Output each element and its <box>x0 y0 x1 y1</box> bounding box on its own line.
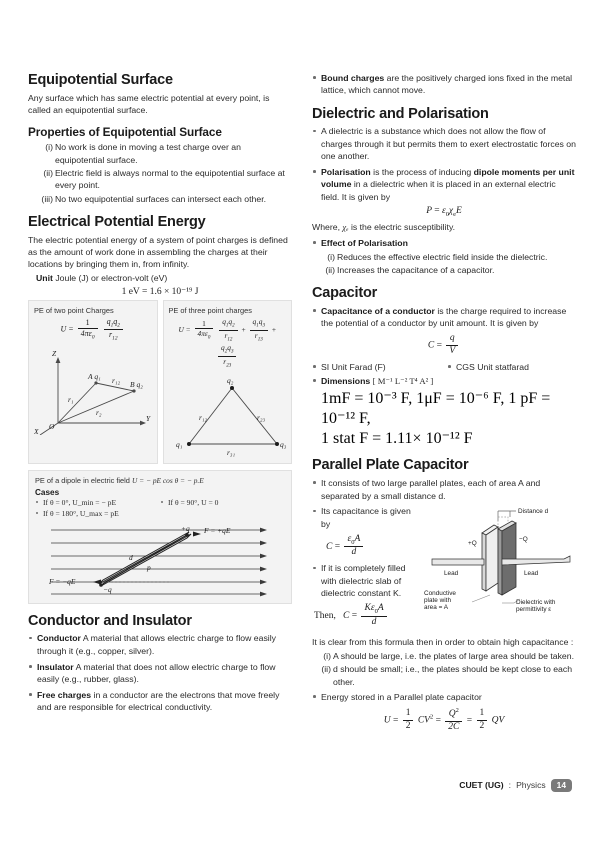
r12-label: r₁₂ <box>198 412 207 422</box>
minus-q-label: −q <box>103 584 112 594</box>
list-marker: (ii) <box>325 264 335 275</box>
capacitor-conversions-line-1: 1mF = 10⁻³ F, 1μF = 10⁻⁶ F, 1 pF = 10⁻¹² F, <box>321 390 551 428</box>
cgs-unit-text: CGS Unit statfarad <box>456 361 529 372</box>
item-text: A material that does not allow electric charge to flow easily (e.g., rubber, glass). <box>37 661 276 684</box>
list-item <box>316 650 576 662</box>
axis-label-y: Y <box>146 413 151 423</box>
list-item <box>38 141 292 166</box>
force-plus-label: F = +qE <box>204 525 231 535</box>
item-text: A material that allows electric charge to flow easily through it (e.g., copper, silver). <box>37 633 276 656</box>
chi-symbol: χₑ <box>342 222 349 233</box>
diagram-two-point-charges <box>34 343 152 435</box>
polarisation-equation: $P = \varepsilon_0\chi_eE$ <box>426 206 462 219</box>
list-item <box>316 663 576 688</box>
r12-label: r₁₂ <box>112 375 121 385</box>
parallel-plate-body <box>312 505 576 631</box>
unit-text: Joule (J) or electron-volt (eV) <box>55 272 168 283</box>
force-minus-label: F = −qE <box>49 576 76 586</box>
dimensions-value: [ M⁻¹ L⁻² T⁴ A² ] <box>372 376 434 387</box>
dielectric-capacitance-equation: Then, C = $\frac{K\varepsilon_0A}{d}$ <box>314 603 414 629</box>
origin-label: O <box>49 421 55 431</box>
list-marker: (i) <box>327 251 335 262</box>
list-item <box>312 166 576 203</box>
item-lead: Conductor <box>37 633 81 644</box>
dielectric-label-1: Dielectric with <box>516 599 556 607</box>
minus-q-label: −Q <box>519 536 528 544</box>
page-content <box>28 72 576 737</box>
parallel-plate-text <box>312 505 414 631</box>
effect-polarisation-list <box>312 251 576 277</box>
item-text-a: is the process of inducing <box>370 166 474 177</box>
effect-heading: Effect of Polarisation <box>321 237 408 248</box>
left-column <box>28 72 292 717</box>
footer-separator: : <box>508 780 512 791</box>
dipole-title-formula: U = − pE cos θ = − p.E <box>131 475 204 485</box>
ev-equation-text: 1 eV = 1.6 × 10⁻¹⁹ J <box>121 286 199 297</box>
distance-label: Distance d <box>518 508 549 516</box>
list-text: No two equipotential surfaces can intersect each other. <box>55 193 267 204</box>
capacitance-formula-list <box>312 505 414 530</box>
dielectric-filled-list <box>312 562 414 599</box>
two-charge-equation: U = $\frac{1}{4\pi\varepsilon_0}$ $\frac{q_1q_2}{r_{12}}$ <box>34 317 152 343</box>
unit-label: Unit <box>36 272 53 283</box>
figure-dipole-in-field <box>28 470 292 604</box>
section-heading-capacitor: Capacitor <box>312 285 378 302</box>
d-label: d <box>129 552 133 562</box>
list-item <box>312 375 576 387</box>
potential-energy-intro: The electric potential energy of a system of point charges is defined as the amount of work done in assembling the charges at their locations by bringing them in, from infinity. <box>28 234 288 270</box>
section-heading-conductor-insulator: Conductor and Insulator <box>28 612 192 629</box>
item-text: is the charge required to increase the potential of a conductor by unit amount. It is given by <box>321 305 567 329</box>
conductor-insulator-list <box>28 632 292 713</box>
list-item <box>312 72 576 97</box>
footer-subject: Physics <box>516 780 546 791</box>
parallel-plate-intro-list <box>312 477 576 502</box>
point-b-label: B q₂ <box>130 379 143 389</box>
axis-label-x: X <box>34 426 39 435</box>
bullet-dot-icon <box>448 365 451 368</box>
section-heading-parallel-plate-capacitor: Parallel Plate Capacitor <box>312 457 469 474</box>
dielectric-list <box>312 125 576 203</box>
conductive-plate-label-2: plate with <box>424 597 451 605</box>
list-item <box>320 251 576 263</box>
case-item: If θ = 90°, U = 0 <box>160 498 285 507</box>
figure-two-point-charges <box>28 300 158 464</box>
list-item: Energy stored in a Parallel plate capacitor <box>312 691 576 703</box>
section-heading-equipotential-surface: Equipotential Surface <box>28 72 173 88</box>
list-marker: (ii) <box>43 168 53 179</box>
r23-label: r₂₃ <box>256 412 265 422</box>
list-text: d should be small; i.e., the plates should be kept close to each other. <box>333 664 573 687</box>
page-footer <box>459 779 572 792</box>
list-item <box>312 237 576 249</box>
high-capacitance-conclusion: It is clear from this formula then in order to obtain high capacitance : <box>312 636 574 647</box>
list-item <box>38 167 292 192</box>
unit-line <box>36 273 292 283</box>
capacitor-conversions-line-2: 1 stat F = 1.11× 10⁻¹² F <box>321 430 473 448</box>
bound-charges-list <box>312 72 576 97</box>
list-item <box>28 632 292 657</box>
plus-q-label: +Q <box>468 540 477 548</box>
figure-title: PE of three point charges <box>168 305 252 315</box>
section-heading-dielectric-polarisation: Dielectric and Polarisation <box>312 105 489 122</box>
item-text: are the positively charged ions fixed in the metal lattice, which cannot move. <box>321 73 573 96</box>
energy-stored-equation: U = $\frac{1}{2}$ $CV^2$ = $\frac{Q^2}{2C}$ = $\frac{1}{2}$ QV <box>383 706 505 732</box>
list-text: Reduces the effective electric field inside the dielectric. <box>337 251 548 262</box>
list-marker: (iii) <box>41 193 53 204</box>
case-item: If θ = 180°, U_max = pE <box>35 509 160 518</box>
list-item <box>38 193 292 205</box>
section-heading-electrical-potential-energy: Electrical Potential Energy <box>28 214 206 231</box>
item-lead: Bound charges <box>321 73 385 83</box>
capacitor-units-list <box>312 361 576 388</box>
three-charge-equation: U = $\frac{1}{4\pi\varepsilon_0}$ $\frac{q_1q_2}{r_{12}}$ + $\frac{q_1q_3}{r_{13}}$ + $\frac{q_2q_3}{r_{23}}$ <box>178 316 276 369</box>
dielectric-label-2: permittivity ε <box>516 606 552 614</box>
item-text-b: in a dielectric when it is placed in an external electric field. It is given by <box>321 179 556 202</box>
r31-label: r₃₁ <box>226 447 235 457</box>
plus-q-label: +q <box>181 523 190 533</box>
cases-label: Cases <box>35 487 60 497</box>
item-lead: Capacitance of a conductor <box>321 305 435 316</box>
list-item <box>312 361 576 373</box>
list-item: A dielectric is a substance which does not allow the flow of charges through it but permits them to exert electrostatic forces on one another. <box>312 125 576 162</box>
list-item <box>312 305 576 330</box>
q2-label: q₂ <box>226 375 233 385</box>
list-item: It consists of two large parallel plates, each of area A and separated by a small distance d. <box>312 477 576 502</box>
where-text-b: is the electric susceptibility. <box>348 222 456 233</box>
q3-label: q₃ <box>279 439 286 449</box>
list-text: Increases the capacitance of a capacitor. <box>337 264 495 275</box>
right-column <box>312 72 576 737</box>
dipole-title-prefix: PE of a dipole in electric field <box>35 475 130 485</box>
dipole-cases-list <box>35 498 285 520</box>
diagram-dipole-field-lines <box>41 522 279 598</box>
item-text-bold: dipole moments per unit volume <box>321 166 575 190</box>
figure-title <box>35 476 285 485</box>
item-lead: Insulator <box>37 661 74 672</box>
item-lead: Polarisation <box>321 166 371 177</box>
high-capacitance-points <box>312 650 576 688</box>
cgs-unit-wrap <box>447 361 576 373</box>
dimensions-lead: Dimensions <box>321 376 371 387</box>
equipotential-intro: Any surface which has same electric potential at every point, is called an equipotential surface. <box>28 92 270 116</box>
lead-left-label: Lead <box>444 570 459 578</box>
list-item <box>28 689 292 714</box>
electron-volt-equation <box>28 286 292 297</box>
point-a-label: A q₁ <box>88 371 101 381</box>
energy-stored-list <box>312 691 576 703</box>
axis-label-z: Z <box>52 348 57 358</box>
list-text: A should be large, i.e. the plates of large area should be taken. <box>333 651 575 662</box>
conductive-plate-label-1: Conductive <box>424 590 456 598</box>
item-lead: Free charges <box>37 689 92 700</box>
item-text: in a conductor are the electrons that move freely and are responsible for electrical conductivity. <box>37 689 280 713</box>
subheading-properties-equipotential: Properties of Equipotential Surface <box>28 125 222 140</box>
r1-label: r₁ <box>68 394 74 404</box>
capacitance-equation: C = $\frac{q}{V}$ <box>312 333 576 358</box>
lead-right-label: Lead <box>524 570 539 578</box>
list-item <box>28 661 292 686</box>
list-marker: (ii) <box>321 664 331 675</box>
equipotential-properties-list <box>28 141 292 205</box>
diagram-parallel-plate-capacitor <box>424 499 576 617</box>
list-marker: (i) <box>323 651 331 662</box>
capacitance-definition-list <box>312 305 576 330</box>
figure-title: PE of two point Charges <box>34 305 114 315</box>
q1-label: q₁ <box>175 439 182 449</box>
where-text-a: Where, <box>312 222 343 233</box>
list-item: If it is completely filled with dielectric slab of dielectric constant K. <box>312 562 414 599</box>
list-marker: (i) <box>45 142 53 153</box>
effect-polarisation-bullet <box>312 237 576 249</box>
page-number-badge: 14 <box>551 779 572 792</box>
list-item: Its capacitance is given by <box>312 505 414 530</box>
parallel-plate-capacitance-equation: C = $\frac{\varepsilon_0A}{d}$ <box>326 534 414 560</box>
si-unit-text: SI Unit Farad (F) <box>321 361 386 372</box>
r2-label: r₂ <box>96 407 102 417</box>
p-label: p <box>147 562 151 572</box>
figure-three-point-charges <box>163 300 293 464</box>
case-item: If θ = 0°, U_min = − pE <box>35 498 160 507</box>
figure-row-potential-energy <box>28 300 292 464</box>
diagram-three-point-charges <box>169 370 295 458</box>
list-text: No work is done in moving a test charge over an equipotential surface. <box>55 142 241 165</box>
footer-brand: CUET (UG) <box>459 780 504 791</box>
list-item <box>320 264 576 276</box>
conductive-plate-label-3: area = A <box>424 604 448 612</box>
list-text: Electric field is always normal to the equipotential surface at every point. <box>55 168 285 191</box>
then-label: Then, <box>314 611 336 621</box>
susceptibility-note <box>312 221 576 233</box>
